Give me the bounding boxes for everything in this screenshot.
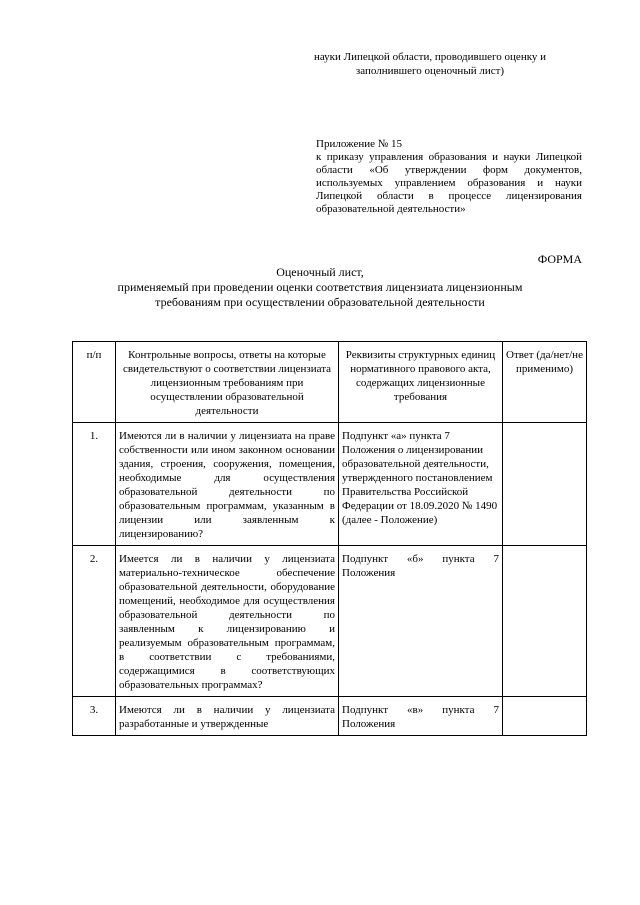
header-question: Контрольные вопросы, ответы на которые свидетельствуют о соответствии лицензиата лицензионным требованиям при осуществлении образовательной деятельности <box>116 342 339 423</box>
row-answer-cell[interactable] <box>503 697 587 736</box>
document-title-line2: применяемый при проведении оценки соответствия лицензиата лицензионным требованиям при осуществлении образовательной деятельности <box>117 280 523 309</box>
row-requisites: Подпункт «а» пункта 7 Положения о лицензировании образовательной деятельности, утвержденного постановлением Правительства Российской Федерации от 18.09.2020 № 1490 (далее - Положение) <box>339 423 503 546</box>
appendix-title: Приложение № 15 <box>316 138 403 150</box>
row-num: 2. <box>73 546 116 697</box>
header-answer: Ответ (да/нет/не применимо) <box>503 342 587 423</box>
row-num: 3. <box>73 697 116 736</box>
header-requisites: Реквизиты структурных единиц нормативного правового акта, содержащих лицензионные требования <box>339 342 503 423</box>
document-title <box>110 265 530 310</box>
document-title-line1: Оценочный лист, <box>276 265 364 279</box>
row-requisites: Подпункт «б» пункта 7 Положения <box>339 546 503 697</box>
table-row <box>73 697 587 736</box>
row-num: 1. <box>73 423 116 546</box>
row-question: Имеются ли в наличии у лицензиата разработанные и утвержденные <box>116 697 339 736</box>
evaluation-table <box>72 341 587 736</box>
row-answer-cell[interactable] <box>503 546 587 697</box>
row-question: Имеются ли в наличии у лицензиата на праве собственности или ином законном основании здания, строения, сооружения, помещения, необходимые для осуществления образовательной деятельности по образовательным программам, указанным в лицензии или заявленным к лицензированию? <box>116 423 339 546</box>
appendix-body: к приказу управления образования и науки Липецкой области «Об утверждении форм документов, используемых управлением образования и науки Липецкой области в процессе лицензирования образовательной деятельности» <box>316 151 582 215</box>
header-num: п/п <box>73 342 116 423</box>
table-header-row <box>73 342 587 423</box>
row-question: Имеется ли в наличии у лицензиата материально-техническое обеспечение образовательной деятельности, оборудование помещений, необходимое для осуществления образовательной деятельности по заявленным к лицензированию и реализуемым образовательным программам, в соответствии с требованиями, содержащимися в соответствующих образовательных программах? <box>116 546 339 697</box>
row-requisites: Подпункт «в» пункта 7 Положения <box>339 697 503 736</box>
row-answer-cell[interactable] <box>503 423 587 546</box>
forma-label: ФОРМА <box>537 252 582 266</box>
top-note: науки Липецкой области, проводившего оценку и заполнившего оценочный лист) <box>313 51 547 77</box>
table-row <box>73 546 587 697</box>
table-row <box>73 423 587 546</box>
